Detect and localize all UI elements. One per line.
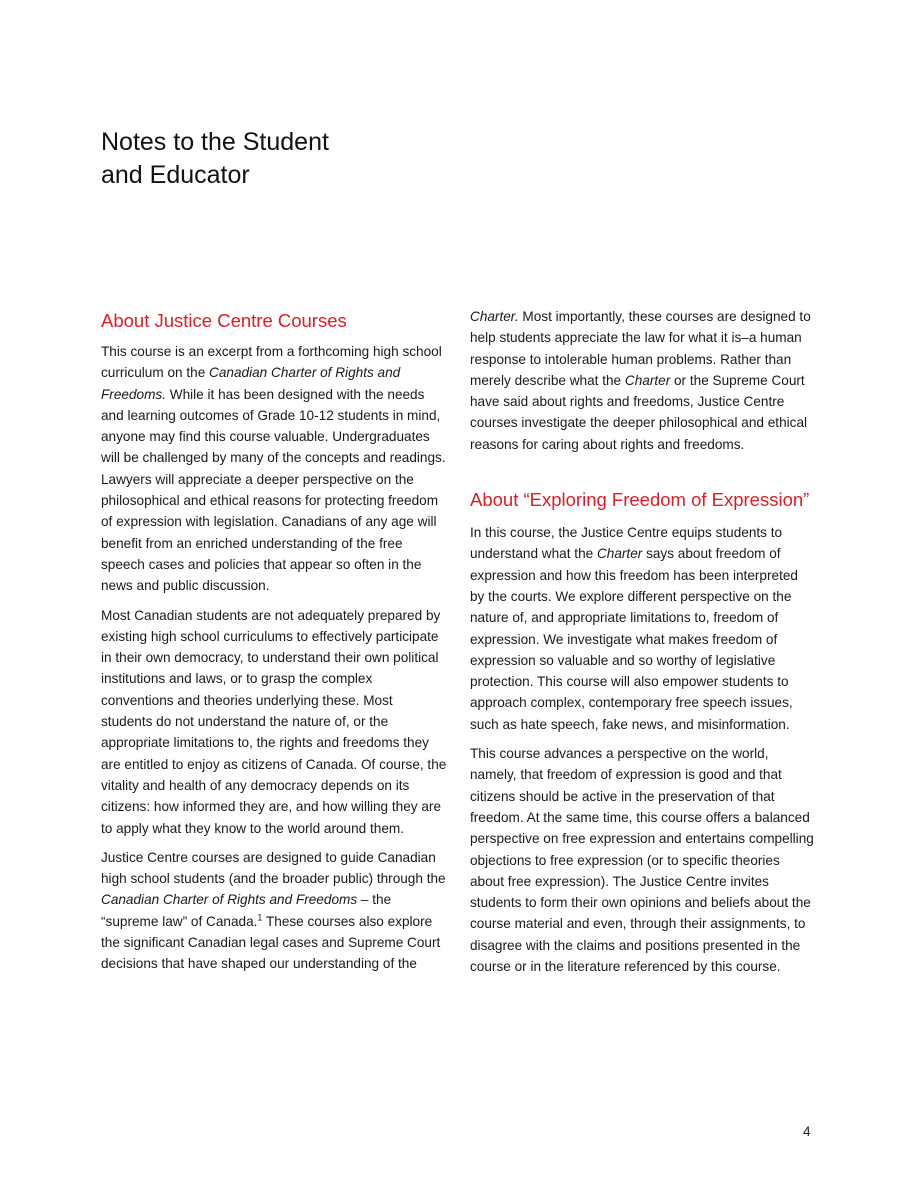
charter-title-italic: Canadian Charter of Rights and Freedoms xyxy=(101,892,358,908)
about-courses-heading: About Justice Centre Courses xyxy=(101,310,347,331)
about-courses-paragraph-2: Most Canadian students are not adequately prepared by existing high school curriculums to effectively participate in their own democracy, to understand their own political institutions and laws, or to grasp the complex conventions and theories underlying these. Most students do not understand the nature of, or the appropriate limitations to, the rights and freedoms they are entitled to enjoy as citizens of Canada. Of course, the vitality and health of any democracy depends on its citizens: how informed they are, and how willing they are to apply what they know to the world around them. xyxy=(101,607,447,836)
about-exploring-paragraph-1 xyxy=(470,522,816,735)
page-title-line1: Notes to the Student xyxy=(101,128,329,156)
section-spacer xyxy=(470,455,816,485)
charter-italic: Charter xyxy=(624,372,671,388)
page-title xyxy=(101,126,329,192)
left-column xyxy=(101,306,447,983)
footnote-marker[interactable]: 1 xyxy=(257,912,263,923)
text-run: While it has been designed with the needs and learning outcomes of Grade 10-12 students in mind, anyone may find this course valuable. Undergraduates will be challenged by many of the concepts and readings. Lawyers will appreciate a deeper perspective on the philosophical and ethical reasons for protecting freedom of expression with legislation. Canadians of any age will benefit from an enriched understanding of the free speech cases and policies that appear so often in the news and public discussion. xyxy=(101,386,446,594)
page-title-line2: and Educator xyxy=(101,161,250,189)
charter-title-italic: Canadian Charter of Rights and Freedoms. xyxy=(101,365,401,402)
charter-italic: Charter xyxy=(596,546,643,562)
text-run: These courses also explore the significant Canadian legal cases and Supreme Court decisions that have shaped our understanding of the xyxy=(101,913,441,972)
about-exploring-paragraph-2: This course advances a perspective on the world, namely, that freedom of expression is good and that citizens should be active in the preservation of that freedom. At the same time, this course offers a balanced perspective on free expression and entertains compelling objections to free expression (or to specific theories about free expression). The Justice Centre invites students to form their own opinions and beliefs about the course material and even, through their assignments, to disagree with the claims and positions presented in the course or in the literature referenced by this course. xyxy=(470,746,814,975)
text-run: says about freedom of expression and how this freedom has been interpreted by the courts. We explore different perspective on the nature of, and appropriate limitations to, freedom of expression. We investigate what makes freedom of expression so valuable and so worthy of legislative protection. This course will also empower students to approach complex, contemporary free speech issues, such as hate speech, fake news, and misinformation. xyxy=(470,546,798,732)
text-run: or the Supreme Court have said about rights and freedoms, Justice Centre courses investigate the deeper philosophical and ethical reasons for caring about rights and freedoms. xyxy=(470,372,808,452)
text-run: In this course, the Justice Centre equips students to understand what the xyxy=(470,525,783,562)
text-run: This course is an excerpt from a forthcoming high school curriculum on the xyxy=(101,344,442,381)
right-column xyxy=(470,306,816,985)
about-courses-paragraph-3-continued xyxy=(470,306,816,455)
about-courses-paragraph-1 xyxy=(101,341,447,597)
page-number: 4 xyxy=(803,1124,811,1139)
text-run: Most importantly, these courses are designed to help students appreciate the law for what it is–a human response to intolerable human problems. Rather than merely describe what the xyxy=(470,309,811,388)
text-run: – the “supreme law” of Canada. xyxy=(101,892,392,929)
about-courses-paragraph-3 xyxy=(101,847,447,975)
charter-italic: Charter. xyxy=(470,309,519,324)
text-run: Justice Centre courses are designed to guide Canadian high school students (and the broader public) through the xyxy=(101,849,446,887)
about-exploring-heading: About “Exploring Freedom of Expression” xyxy=(470,489,810,511)
